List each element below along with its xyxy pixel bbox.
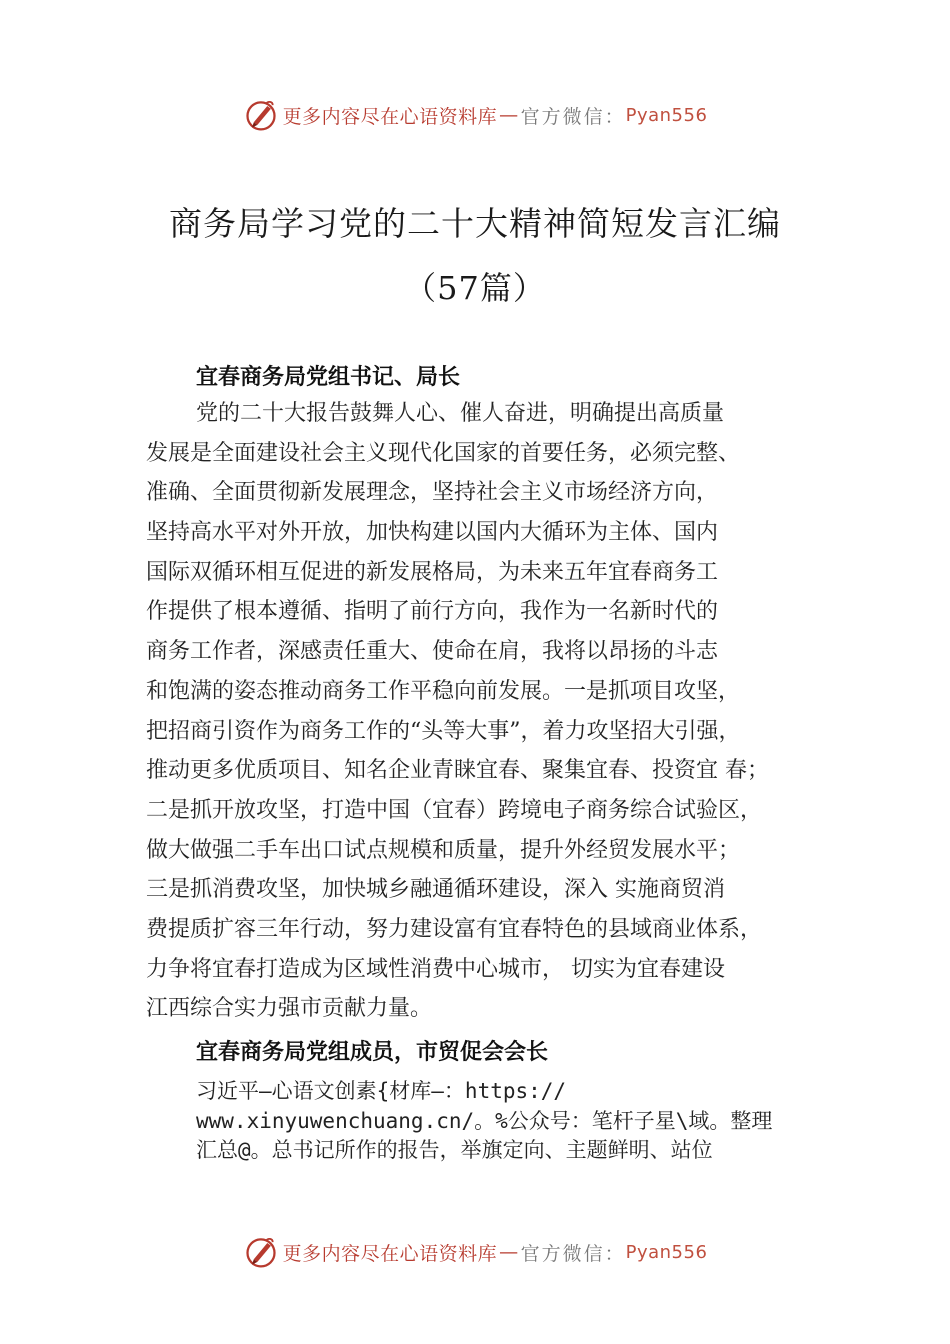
body-line: 把招商引资作为商务工作的“头等大事”，着力攻坚招大引强，	[146, 718, 741, 744]
footer-watermark	[0, 1232, 950, 1272]
body-line: 推动更多优质项目、知名企业青睐宜春、聚集宜春、投资宜 春；	[146, 758, 769, 784]
body-line: 商务工作者，深感责任重大、使命在肩，我将以昂扬的斗志	[146, 639, 719, 665]
body-line: 费提质扩容三年行动，努力建设富有宜春特色的县域商业体系，	[146, 916, 763, 942]
pen-logo-icon	[243, 97, 279, 133]
document-subtitle: （57篇）	[404, 269, 546, 307]
watermark-official-label: 官方微信：	[520, 1242, 626, 1265]
watermark-text: 更多内容尽在心语资料库	[282, 1242, 498, 1265]
watermark-official-label: 官方微信：	[520, 105, 626, 128]
watermark-account: Pyan556	[625, 104, 708, 126]
body-line: 准确、全面贯彻新发展理念，坚持社会主义市场经济方向，	[146, 480, 719, 506]
pen-logo-icon	[243, 1234, 279, 1270]
watermark-text: 更多内容尽在心语资料库	[282, 105, 498, 128]
section-heading: 宜春商务局党组成员，市贸促会会长	[196, 1040, 549, 1065]
body-line: 力争将宜春打造成为区域性消费中心城市， 切实为宜春建设	[146, 956, 725, 982]
body-line: 三是抓消费攻坚，加快城乡融通循环建设，深入 实施商贸消	[146, 877, 725, 903]
body-line: 二是抓开放攻坚，打造中国（宜春）跨境电子商务综合试验区，	[146, 797, 763, 823]
body-line: 习近平—心语文创素{材库—：https://	[196, 1079, 567, 1103]
body-line: 做大做强二手车出口试点规模和质量，提升外经贸发展水平；	[146, 837, 741, 863]
body-line: www.xinyuwenchuang.cn/。%公众号：笔杆子星\域。整理	[196, 1108, 773, 1133]
body-line: 党的二十大报告鼓舞人心、催人奋进，明确提出高质量	[196, 401, 725, 426]
body-line: 江西综合实力强市贡献力量。	[146, 996, 433, 1022]
body-line: 和饱满的姿态推动商务工作平稳向前发展。一是抓项目攻坚，	[146, 678, 741, 704]
body-line: 坚持高水平对外开放，加快构建以国内大循环为主体、国内	[146, 520, 719, 546]
watermark-separator: —	[499, 104, 519, 126]
watermark-separator: —	[499, 1241, 519, 1263]
body-line: 国际双循环相互促进的新发展格局，为未来五年宜春商务工	[146, 559, 719, 585]
header-watermark	[0, 95, 950, 135]
section-heading: 宜春商务局党组书记、局长	[196, 365, 461, 390]
document-title: 商务局学习党的二十大精神简短发言汇编	[169, 204, 781, 243]
body-line: 作提供了根本遵循、指明了前行方向，我作为一名新时代的	[146, 599, 719, 625]
body-line: 汇总@。总书记所作的报告，举旗定向、主题鲜明、站位	[196, 1138, 713, 1162]
section-body	[146, 394, 846, 1029]
section-body	[196, 1077, 856, 1166]
body-line: 发展是全面建设社会主义现代化国家的首要任务，必须完整、	[146, 440, 741, 466]
watermark-account: Pyan556	[625, 1241, 708, 1263]
